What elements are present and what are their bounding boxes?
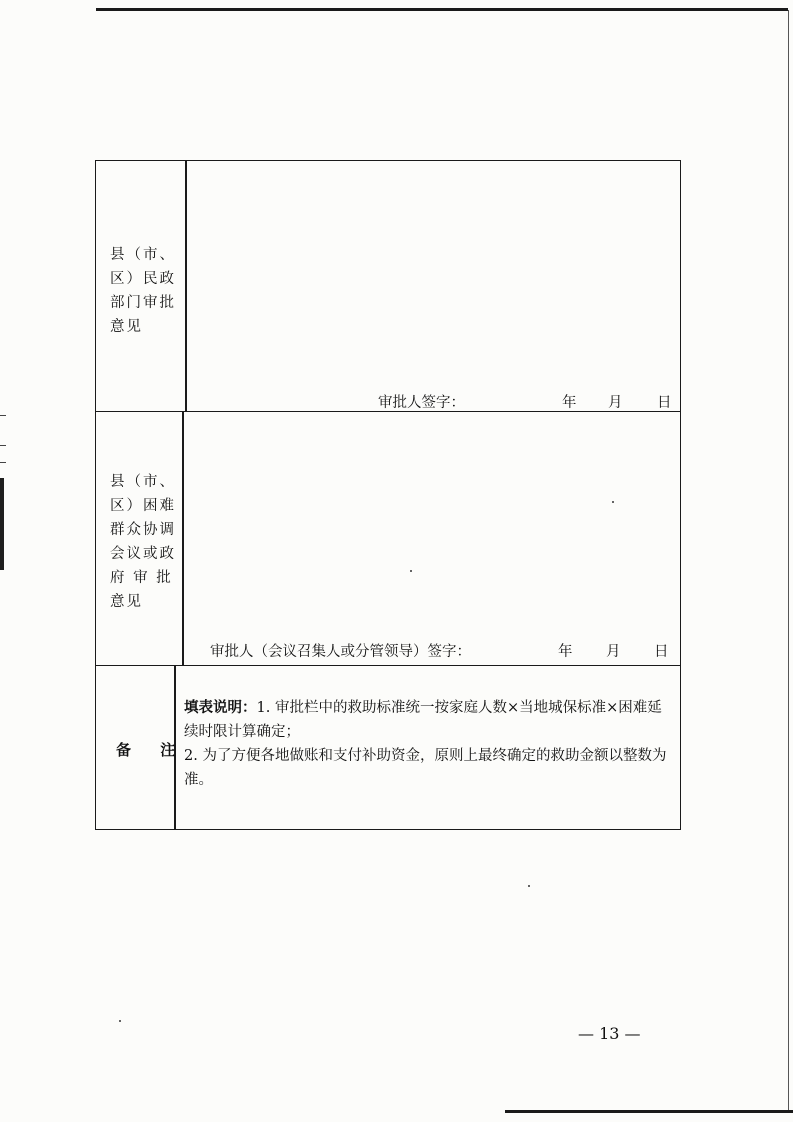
column-divider — [185, 161, 187, 411]
binding-mark — [0, 478, 4, 570]
coordination-approval-row — [96, 412, 680, 666]
remarks-line-1: 1. 审批栏中的救助标准统一按家庭人数×当地城保标准×困难延续时限计算确定； — [184, 700, 662, 740]
coordination-year-label: 年 — [558, 644, 573, 660]
scan-speck — [119, 1020, 121, 1022]
approval-form-table — [95, 160, 681, 830]
scan-speck — [410, 570, 412, 572]
remarks-line-2: 2. 为了方便各地做账和支付补助资金，原则上最终确定的救助金额以整数为准。 — [184, 748, 667, 788]
coordination-label: 县（市、 区）困难 群众协调 会议或政 府 审 批 意见 — [110, 474, 176, 610]
bottom-rule — [505, 1110, 793, 1113]
civil-affairs-label: 县（市、 区）民政 部门审批 意见 — [110, 247, 176, 335]
remarks-heading: 填表说明： — [184, 699, 257, 716]
scan-speck — [528, 885, 530, 887]
remarks-text — [184, 696, 672, 792]
civil-affairs-month-label: 月 — [608, 395, 623, 411]
coordination-signature-label: 审批人（会议召集人或分管领导）签字： — [210, 644, 471, 660]
binding-tick — [0, 445, 6, 446]
top-rule — [96, 8, 788, 11]
scan-speck — [612, 501, 614, 503]
coordination-day-label: 日 — [654, 644, 669, 660]
binding-tick — [0, 415, 6, 416]
binding-tick — [0, 462, 6, 463]
civil-affairs-year-label: 年 — [562, 395, 577, 411]
coordination-month-label: 月 — [606, 644, 621, 660]
page-number: — 13 — — [578, 1024, 641, 1043]
remarks-label: 备 注 — [116, 741, 188, 759]
column-divider — [182, 412, 184, 665]
remarks-row — [96, 666, 680, 829]
civil-affairs-day-label: 日 — [657, 395, 672, 411]
page-edge — [788, 10, 789, 1112]
civil-affairs-signature-label: 审批人签字： — [378, 395, 465, 411]
civil-affairs-approval-row — [96, 161, 680, 412]
